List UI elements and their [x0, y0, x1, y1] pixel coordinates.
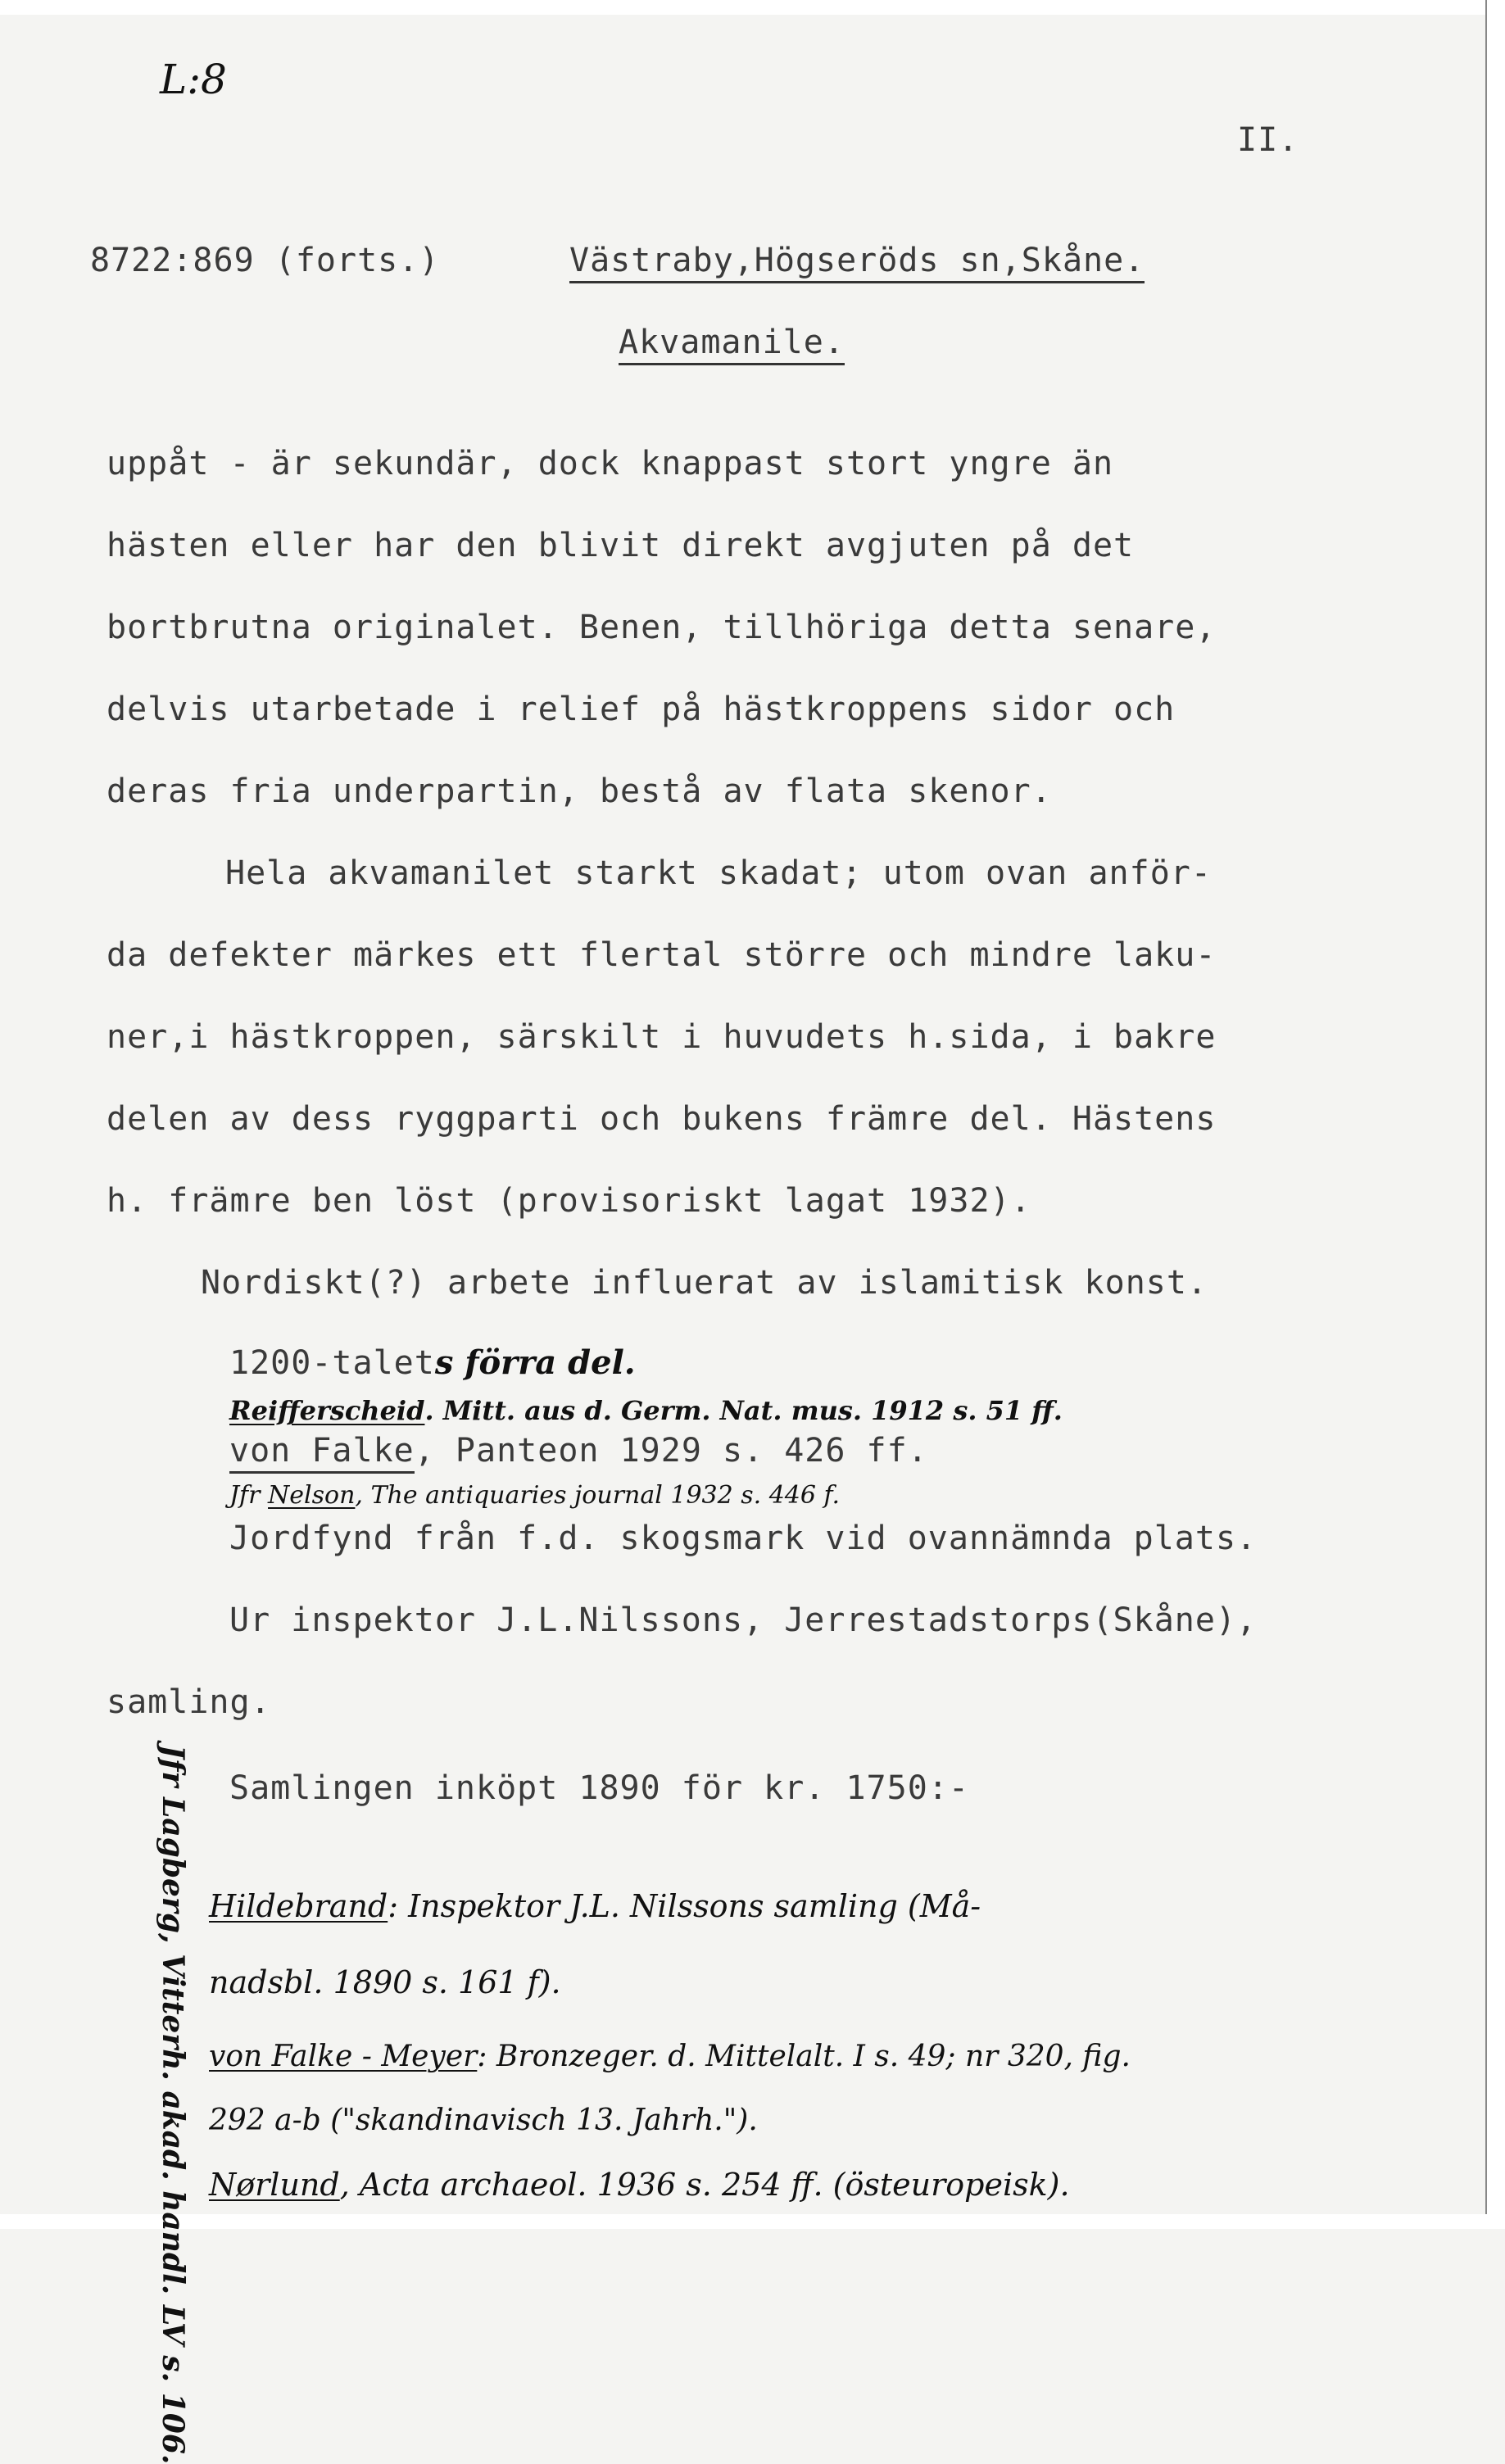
- scan-border-right: [1485, 0, 1505, 2229]
- body-line: Nordiskt(?) arbete influerat av islamitisk konst.: [201, 1264, 1208, 1302]
- body-line: uppåt - är sekundär, dock knappast stort yngre än: [107, 445, 1114, 482]
- reference-text: : Inspektor J.L. Nilssons samling (Må-: [388, 1888, 981, 1924]
- find-location: Västraby,Högseröds sn,Skåne.: [569, 242, 1145, 283]
- reference-nelson: [229, 1481, 840, 1510]
- reference-author: Hildebrand: [209, 1888, 388, 1924]
- reference-text: . Mitt. aus d. Germ. Nat. mus. 1912 s. 51 ff.: [424, 1395, 1063, 1426]
- body-line: da defekter märkes ett flertal större och mindre laku-: [107, 936, 1217, 974]
- reference-author: Reifferscheid: [229, 1395, 425, 1426]
- reference-text: , Panteon 1929 s. 426 ff.: [414, 1432, 928, 1470]
- catalog-mark: L:8: [160, 56, 227, 103]
- reference-prefix: Jfr: [229, 1481, 261, 1510]
- reference-author: Nørlund: [209, 2167, 340, 2203]
- reference-author: Nelson: [268, 1481, 356, 1510]
- body-line: bortbrutna originalet. Benen, tillhöriga detta senare,: [107, 609, 1217, 646]
- scan-border-bottom: [0, 2214, 1505, 2229]
- body-line: deras fria underpartin, bestå av flata skenor.: [107, 772, 1052, 810]
- reference-falke-meyer-cont: 292 a-b ("skandinavisch 13. Jahrh.").: [209, 2104, 758, 2137]
- body-line: ner,i hästkroppen, särskilt i huvudets h.sida, i bakre: [107, 1018, 1217, 1056]
- provenance-line: samling.: [107, 1683, 271, 1721]
- reference-author: von Falke: [229, 1432, 415, 1474]
- reference-hildebrand-cont: nadsbl. 1890 s. 161 f).: [209, 1964, 561, 2000]
- body-line: Hela akvamanilet starkt skadat; utom ovan anför-: [225, 854, 1212, 892]
- reference-hildebrand: [209, 1888, 981, 1924]
- dating-handwritten: s förra del.: [434, 1343, 636, 1382]
- body-line: delvis utarbetade i relief på hästkroppens sidor och: [107, 691, 1176, 728]
- reference-author: von Falke - Meyer: [209, 2040, 478, 2073]
- object-title: Akvamanile.: [619, 324, 845, 365]
- provenance-line: Ur inspektor J.L.Nilssons, Jerrestadstorps(Skåne),: [229, 1601, 1258, 1639]
- reference-text: , The antiquaries journal 1932 s. 446 f.: [355, 1481, 841, 1510]
- find-circumstances: Jordfynd från f.d. skogsmark vid ovannämnda plats.: [229, 1520, 1258, 1557]
- reference-falke-meyer: [209, 2040, 1131, 2073]
- reference-text: , Acta archaeol. 1936 s. 254 ff. (östeuropeisk).: [339, 2167, 1070, 2203]
- reference-norlund: [209, 2167, 1070, 2203]
- scan-border-top: [0, 0, 1505, 15]
- dating-line: [229, 1343, 636, 1382]
- margin-note: Jfr Lagberg, Vitterh. akad. handl. LV s. 106.: [156, 1745, 190, 2464]
- body-line: hästen eller har den blivit direkt avgjuten på det: [107, 527, 1135, 564]
- purchase-note: Samlingen inköpt 1890 för kr. 1750:-: [229, 1769, 969, 1807]
- reference-text: : Bronzeger. d. Mittelalt. I s. 49; nr 320, fig.: [477, 2040, 1131, 2073]
- body-line: h. främre ben löst (provisoriskt lagat 1932).: [107, 1182, 1031, 1220]
- body-line: delen av dess ryggparti och bukens främre del. Hästens: [107, 1100, 1217, 1138]
- reference-reifferscheid: [229, 1395, 1063, 1426]
- dating-typed: 1200-talet: [229, 1344, 435, 1382]
- page-number: II.: [1237, 121, 1299, 159]
- reference-falke: [229, 1432, 928, 1470]
- inventory-number: 8722:869 (forts.): [90, 242, 440, 279]
